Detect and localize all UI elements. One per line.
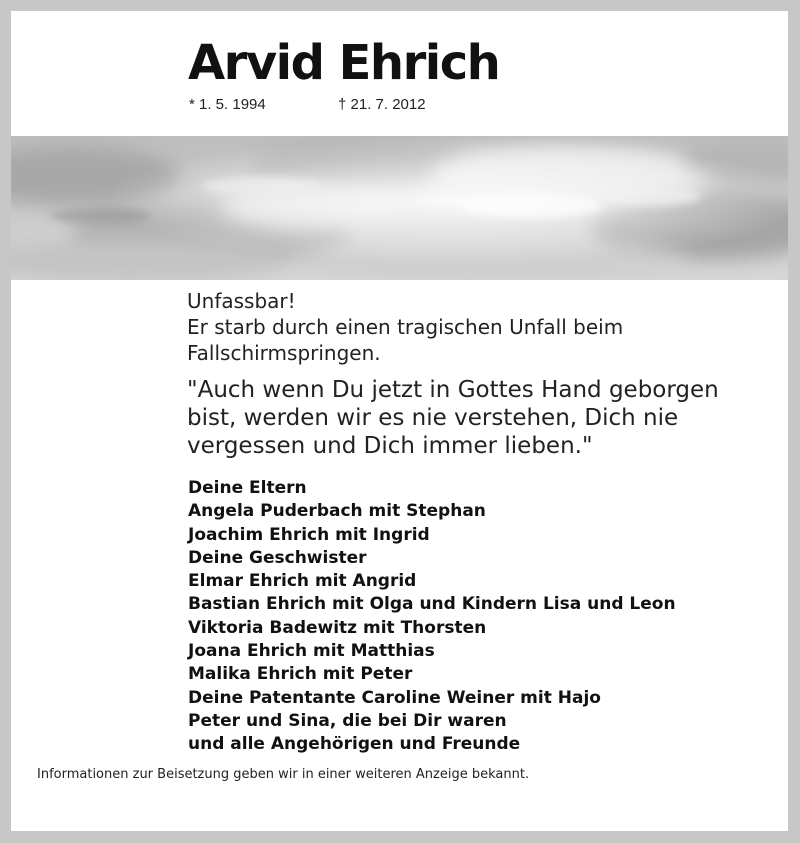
quote-line: vergessen und Dich immer lieben." [187,433,593,459]
funeral-info-note: Informationen zur Beisetzung geben wir in einer weiteren Anzeige bekannt. [37,767,530,782]
mourner-line: Deine Geschwister [188,547,367,568]
mourner-line: Deine Patentante Caroline Weiner mit Hajo [188,687,601,708]
death-date: † 21. 7. 2012 [338,96,426,113]
birth-date: * 1. 5. 1994 [189,96,266,113]
intro-line: Fallschirmspringen. [187,341,381,365]
quote-line: bist, werden wir es nie verstehen, Dich nie [187,405,679,431]
mourner-line: Peter und Sina, die bei Dir waren [188,710,507,731]
mourner-line: Joachim Ehrich mit Ingrid [188,524,430,545]
mourner-line: Deine Eltern [188,478,307,498]
mourner-line: Angela Puderbach mit Stephan [188,501,486,522]
deceased-name: Arvid Ehrich [188,35,500,91]
intro-line: Unfassbar! [187,289,296,313]
mourners-list [188,477,748,757]
intro-text [187,288,747,366]
memorial-quote [187,376,777,460]
cloud-sky-image [11,136,788,280]
quote-line: "Auch wenn Du jetzt in Gottes Hand geborgen [187,377,719,403]
mourner-line: Malika Ehrich mit Peter [188,664,413,685]
mourner-line: und alle Angehörigen und Freunde [188,734,521,755]
intro-line: Er starb durch einen tragischen Unfall beim [187,315,624,339]
mourner-line: Bastian Ehrich mit Olga und Kindern Lisa und Leon [188,594,676,615]
obituary-card [11,11,788,831]
mourner-line: Viktoria Badewitz mit Thorsten [188,617,487,638]
mourner-line: Elmar Ehrich mit Angrid [188,571,417,592]
mourner-line: Joana Ehrich mit Matthias [188,641,435,662]
